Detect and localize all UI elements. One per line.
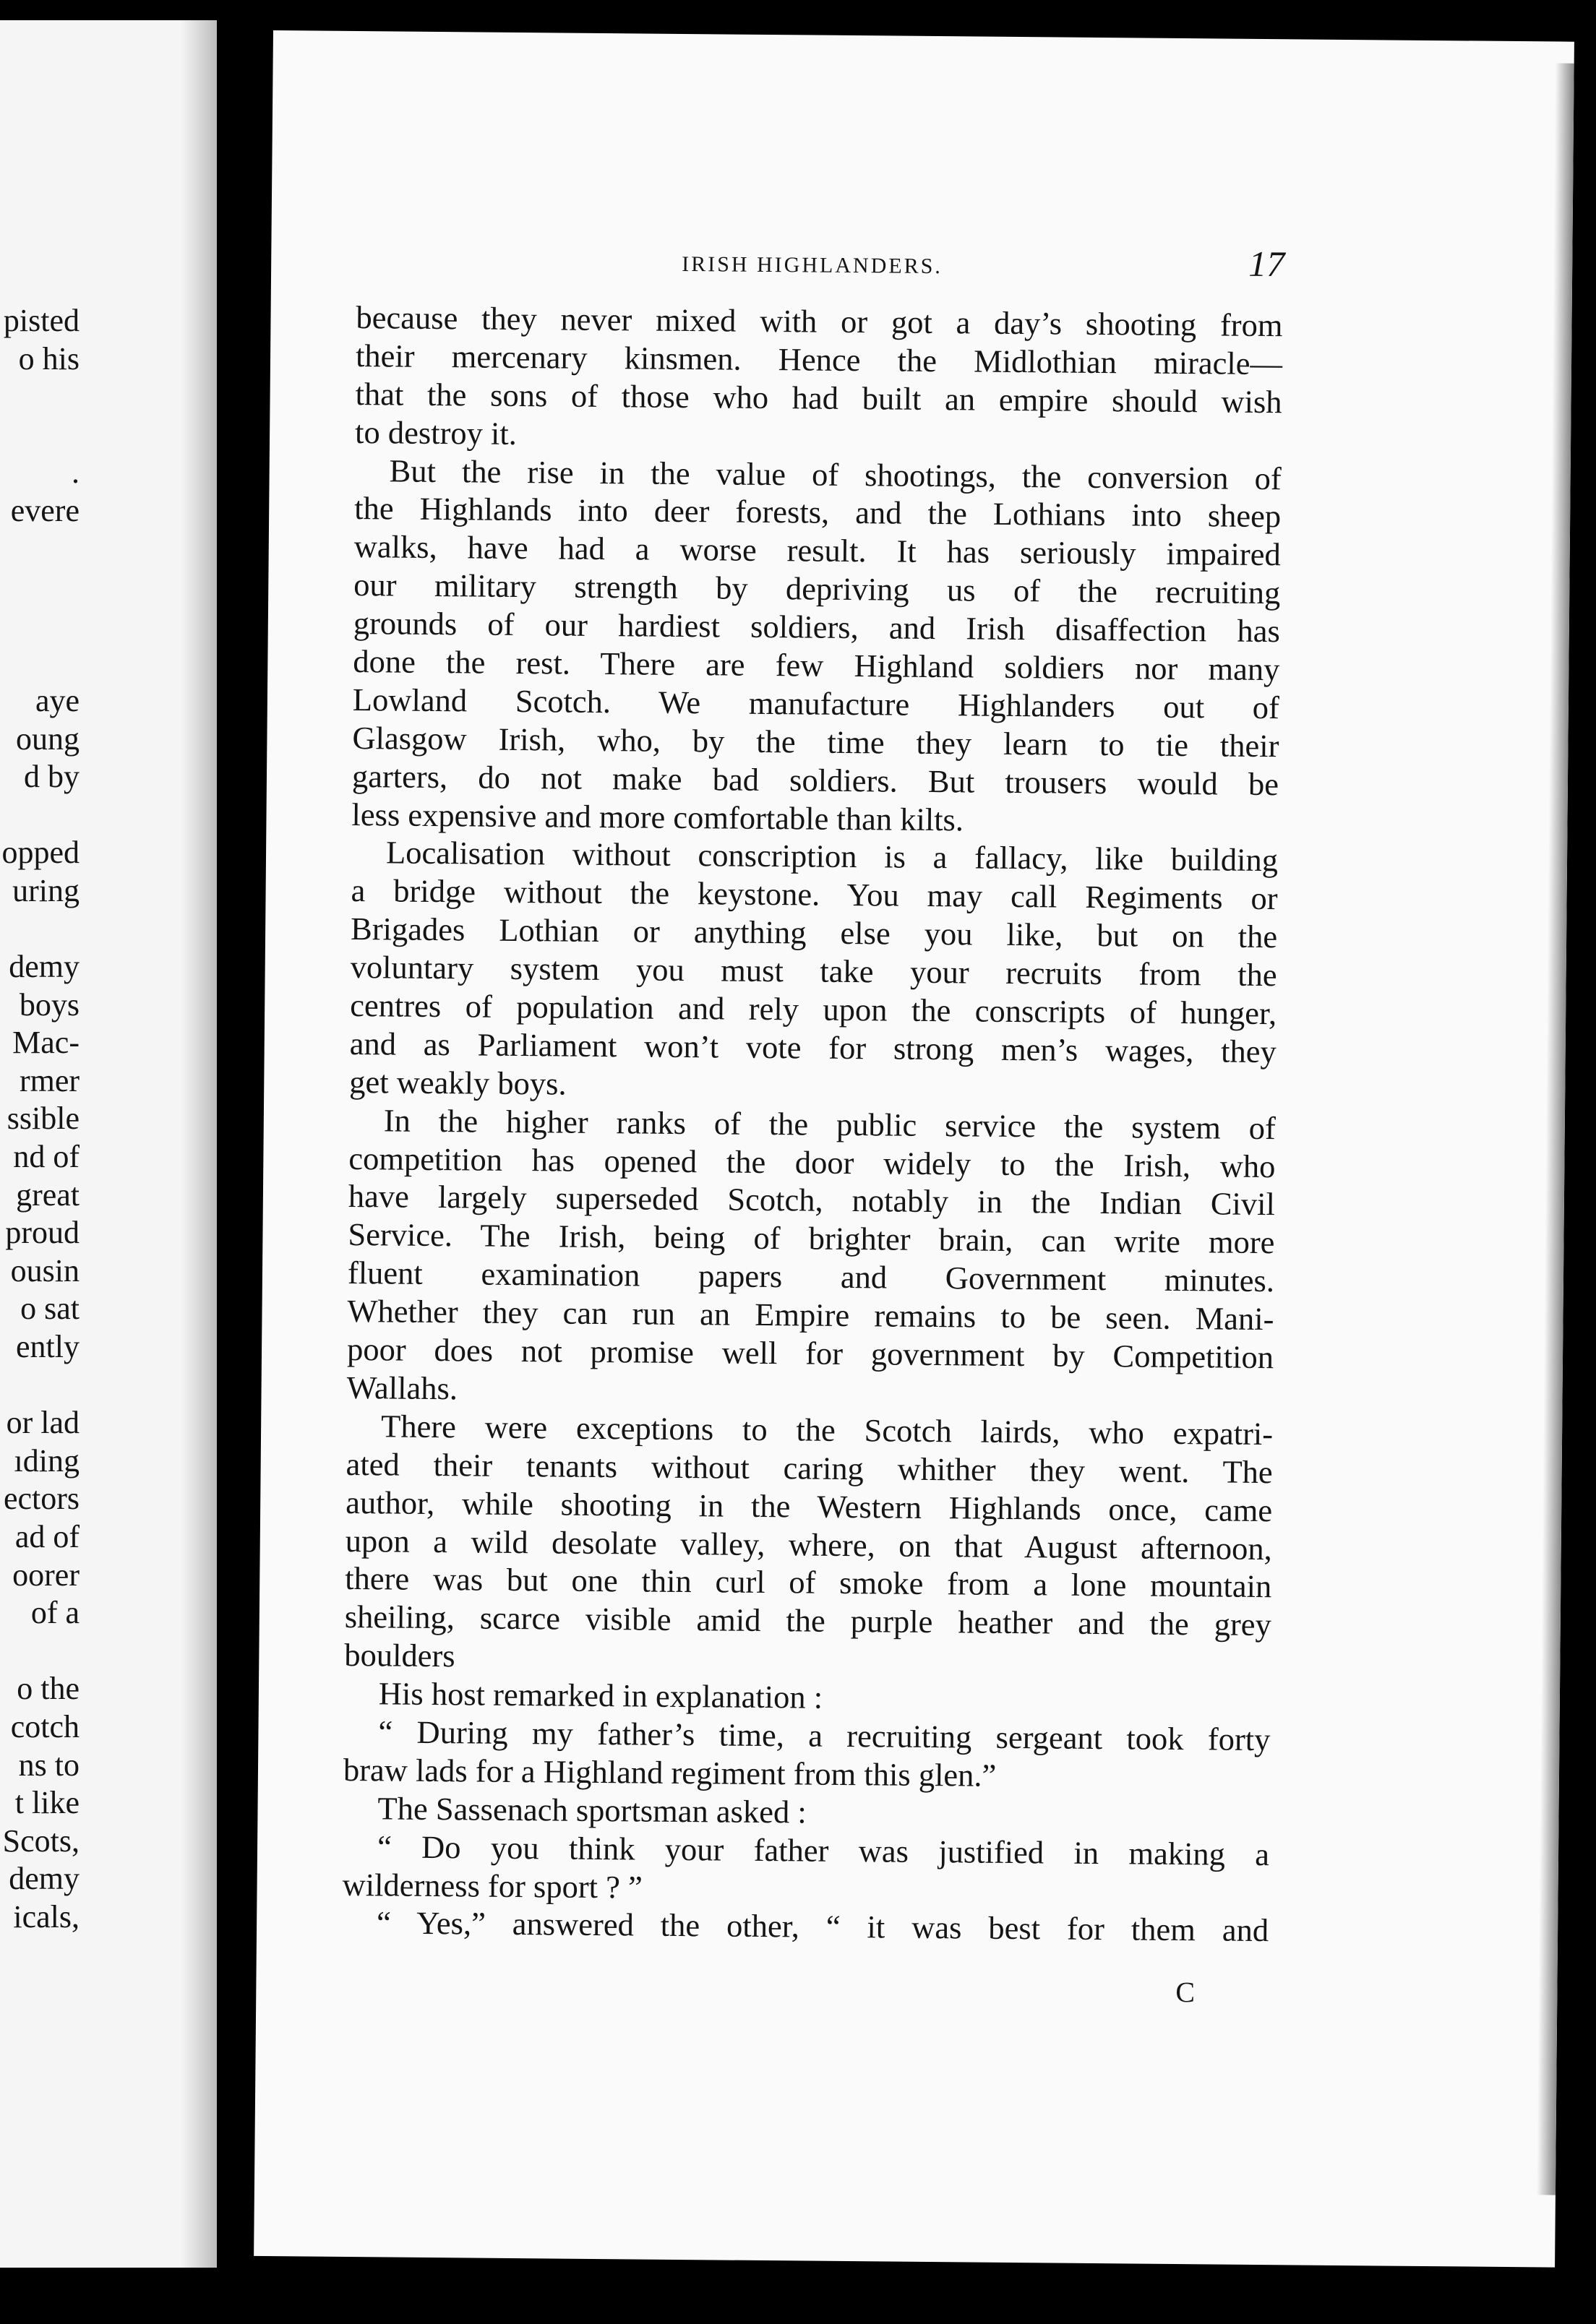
text-line: There were exceptions to the Scotch lairds, who expatri- — [380, 1408, 1274, 1452]
text-line: sheiling, scarce visible amid the purple heather and the grey — [344, 1598, 1272, 1643]
text-line: that the sons of those who had built an empire should wish — [355, 375, 1282, 420]
text-line: author, while shooting in the Western Highlands once, came — [346, 1484, 1273, 1528]
right-page — [254, 30, 1574, 2268]
left-page-fragment: ıding — [14, 1442, 80, 1479]
text-line: garters, do not make bad soldiers. But trousers would be — [351, 757, 1279, 802]
left-page-fragment: uring — [12, 872, 80, 908]
text-line: Wallahs. — [346, 1369, 458, 1407]
left-page-fragment: opped — [1, 835, 80, 871]
text-line: upon a wild desolate valley, where, on that August afternoon, — [345, 1522, 1272, 1567]
left-page-fragment: demy — [9, 949, 80, 985]
text-line: to destroy it. — [354, 413, 518, 452]
page-header — [271, 231, 1544, 300]
text-line: competition has opened the door widely to the Irish, who — [348, 1140, 1276, 1184]
left-page-fragment: proud — [5, 1215, 80, 1251]
text-line: because they never mixed with or got a day’s shooting from — [356, 299, 1283, 344]
signature-mark: C — [1175, 1975, 1196, 2009]
text-line: less expensive and more comfortable than kilts. — [351, 796, 964, 838]
text-line: But the rise in the value of shootings, the conversion of — [389, 452, 1282, 496]
text-line: “ Yes,” answered the other, “ it was best for them and — [376, 1904, 1269, 1949]
left-page-fragment: o sat — [20, 1291, 80, 1327]
left-page-fragment: great — [16, 1176, 80, 1213]
text-line: poor does not promise well for government by Competition — [346, 1331, 1274, 1376]
text-line: their mercenary kinsmen. Hence the Midlothian miracle— — [355, 337, 1283, 382]
text-line: Service. The Irish, being of brighter brain, can write more — [348, 1216, 1275, 1261]
text-line: Brigades Lothian or anything else you like, but on the — [350, 911, 1278, 955]
text-line: voluntary system you must take your recruits from the — [350, 949, 1277, 994]
text-line: In the higher ranks of the public service the system of — [383, 1102, 1277, 1146]
text-line: Whether they can run an Empire remains to be seen. Mani- — [347, 1293, 1274, 1338]
left-page-fragment: aye — [35, 682, 80, 718]
text-line: done the rest. There are few Highland soldiers nor many — [353, 643, 1280, 688]
left-page-fragment: ad of — [14, 1519, 80, 1554]
text-line: grounds of our hardiest soldiers, and Irish disaffection has — [353, 605, 1281, 650]
text-line: The Sassenach sportsman asked : — [377, 1790, 807, 1830]
text-line: Glasgow Irish, who, by the time they learn to tie their — [352, 719, 1279, 764]
left-page-fragment: oung — [16, 720, 80, 757]
left-page-fragment: cotch — [10, 1708, 80, 1744]
running-head: IRISH HIGHLANDERS. — [682, 251, 943, 279]
text-line: and as Parliament won’t vote for strong men’s wages, they — [349, 1025, 1277, 1070]
text-line: fluent examination papers and Government minutes. — [347, 1254, 1275, 1299]
text-line: get weakly boys. — [349, 1063, 567, 1102]
text-line: Localisation without conscription is a fallacy, like building — [385, 834, 1279, 879]
left-facing-page — [0, 20, 217, 2268]
page-number: 17 — [1248, 243, 1285, 285]
left-page-fragment: d by — [24, 759, 80, 795]
left-page-fragment: icals, — [13, 1898, 80, 1934]
left-page-fragment: ssible — [7, 1101, 80, 1137]
body-text — [342, 298, 1283, 1950]
text-line: “ Do you think your father was justified in making a — [377, 1828, 1270, 1872]
text-line: Lowland Scotch. We manufacture Highlanders out of — [352, 681, 1280, 726]
left-page-fragment: nd of — [13, 1139, 80, 1175]
text-line: wilderness for sport ? ” — [342, 1866, 643, 1906]
left-page-gutter-shadow — [181, 20, 217, 2268]
text-line: our military strength by depriving us of the recruiting — [353, 567, 1281, 611]
left-page-fragment: ently — [16, 1329, 80, 1365]
left-page-fragment: . — [72, 455, 80, 491]
left-page-fragment: evere — [10, 492, 80, 528]
left-page-fragment: oorer — [12, 1557, 80, 1593]
text-line: centres of population and rely upon the conscripts of hunger, — [350, 987, 1277, 1032]
left-page-fragment: o the — [17, 1671, 80, 1707]
text-line: have largely superseded Scotch, notably in the Indian Civil — [348, 1178, 1276, 1223]
left-page-fragment: t like — [14, 1785, 80, 1821]
left-page-fragment: pisted — [3, 303, 80, 338]
left-page-fragment: rmer — [19, 1062, 80, 1098]
left-page-fragment: Mac- — [12, 1025, 80, 1061]
text-line: the Highlands into deer forests, and the Lothians into sheep — [354, 490, 1282, 535]
left-page-fragment: demy — [9, 1861, 80, 1897]
left-page-fragment: or lad — [6, 1405, 80, 1441]
left-page-fragment: ns to — [18, 1747, 80, 1783]
page-edge-shadow — [1537, 63, 1574, 2195]
text-line: boulders — [344, 1637, 455, 1674]
left-page-fragment: of a — [30, 1595, 80, 1631]
left-page-fragment: ousin — [10, 1252, 80, 1288]
left-page-fragment: ectors — [3, 1481, 80, 1517]
text-line: a bridge without the keystone. You may call Regiments or — [351, 872, 1278, 917]
text-line: walks, have had a worse result. It has seriously impaired — [353, 528, 1281, 573]
left-page-fragment: boys — [19, 986, 80, 1023]
left-page-fragment: o his — [18, 340, 80, 376]
text-line: “ During my father’s time, a recruiting sergeant took forty — [378, 1713, 1271, 1758]
left-page-fragment: Scots, — [2, 1822, 80, 1859]
text-line: braw lads for a Highland regiment from this glen.” — [343, 1751, 997, 1794]
text-line: ated their tenants without caring whither they went. The — [346, 1445, 1273, 1490]
text-line: His host remarked in explanation : — [378, 1675, 823, 1716]
text-line: there was but one thin curl of smoke from a lone mountain — [345, 1560, 1272, 1605]
